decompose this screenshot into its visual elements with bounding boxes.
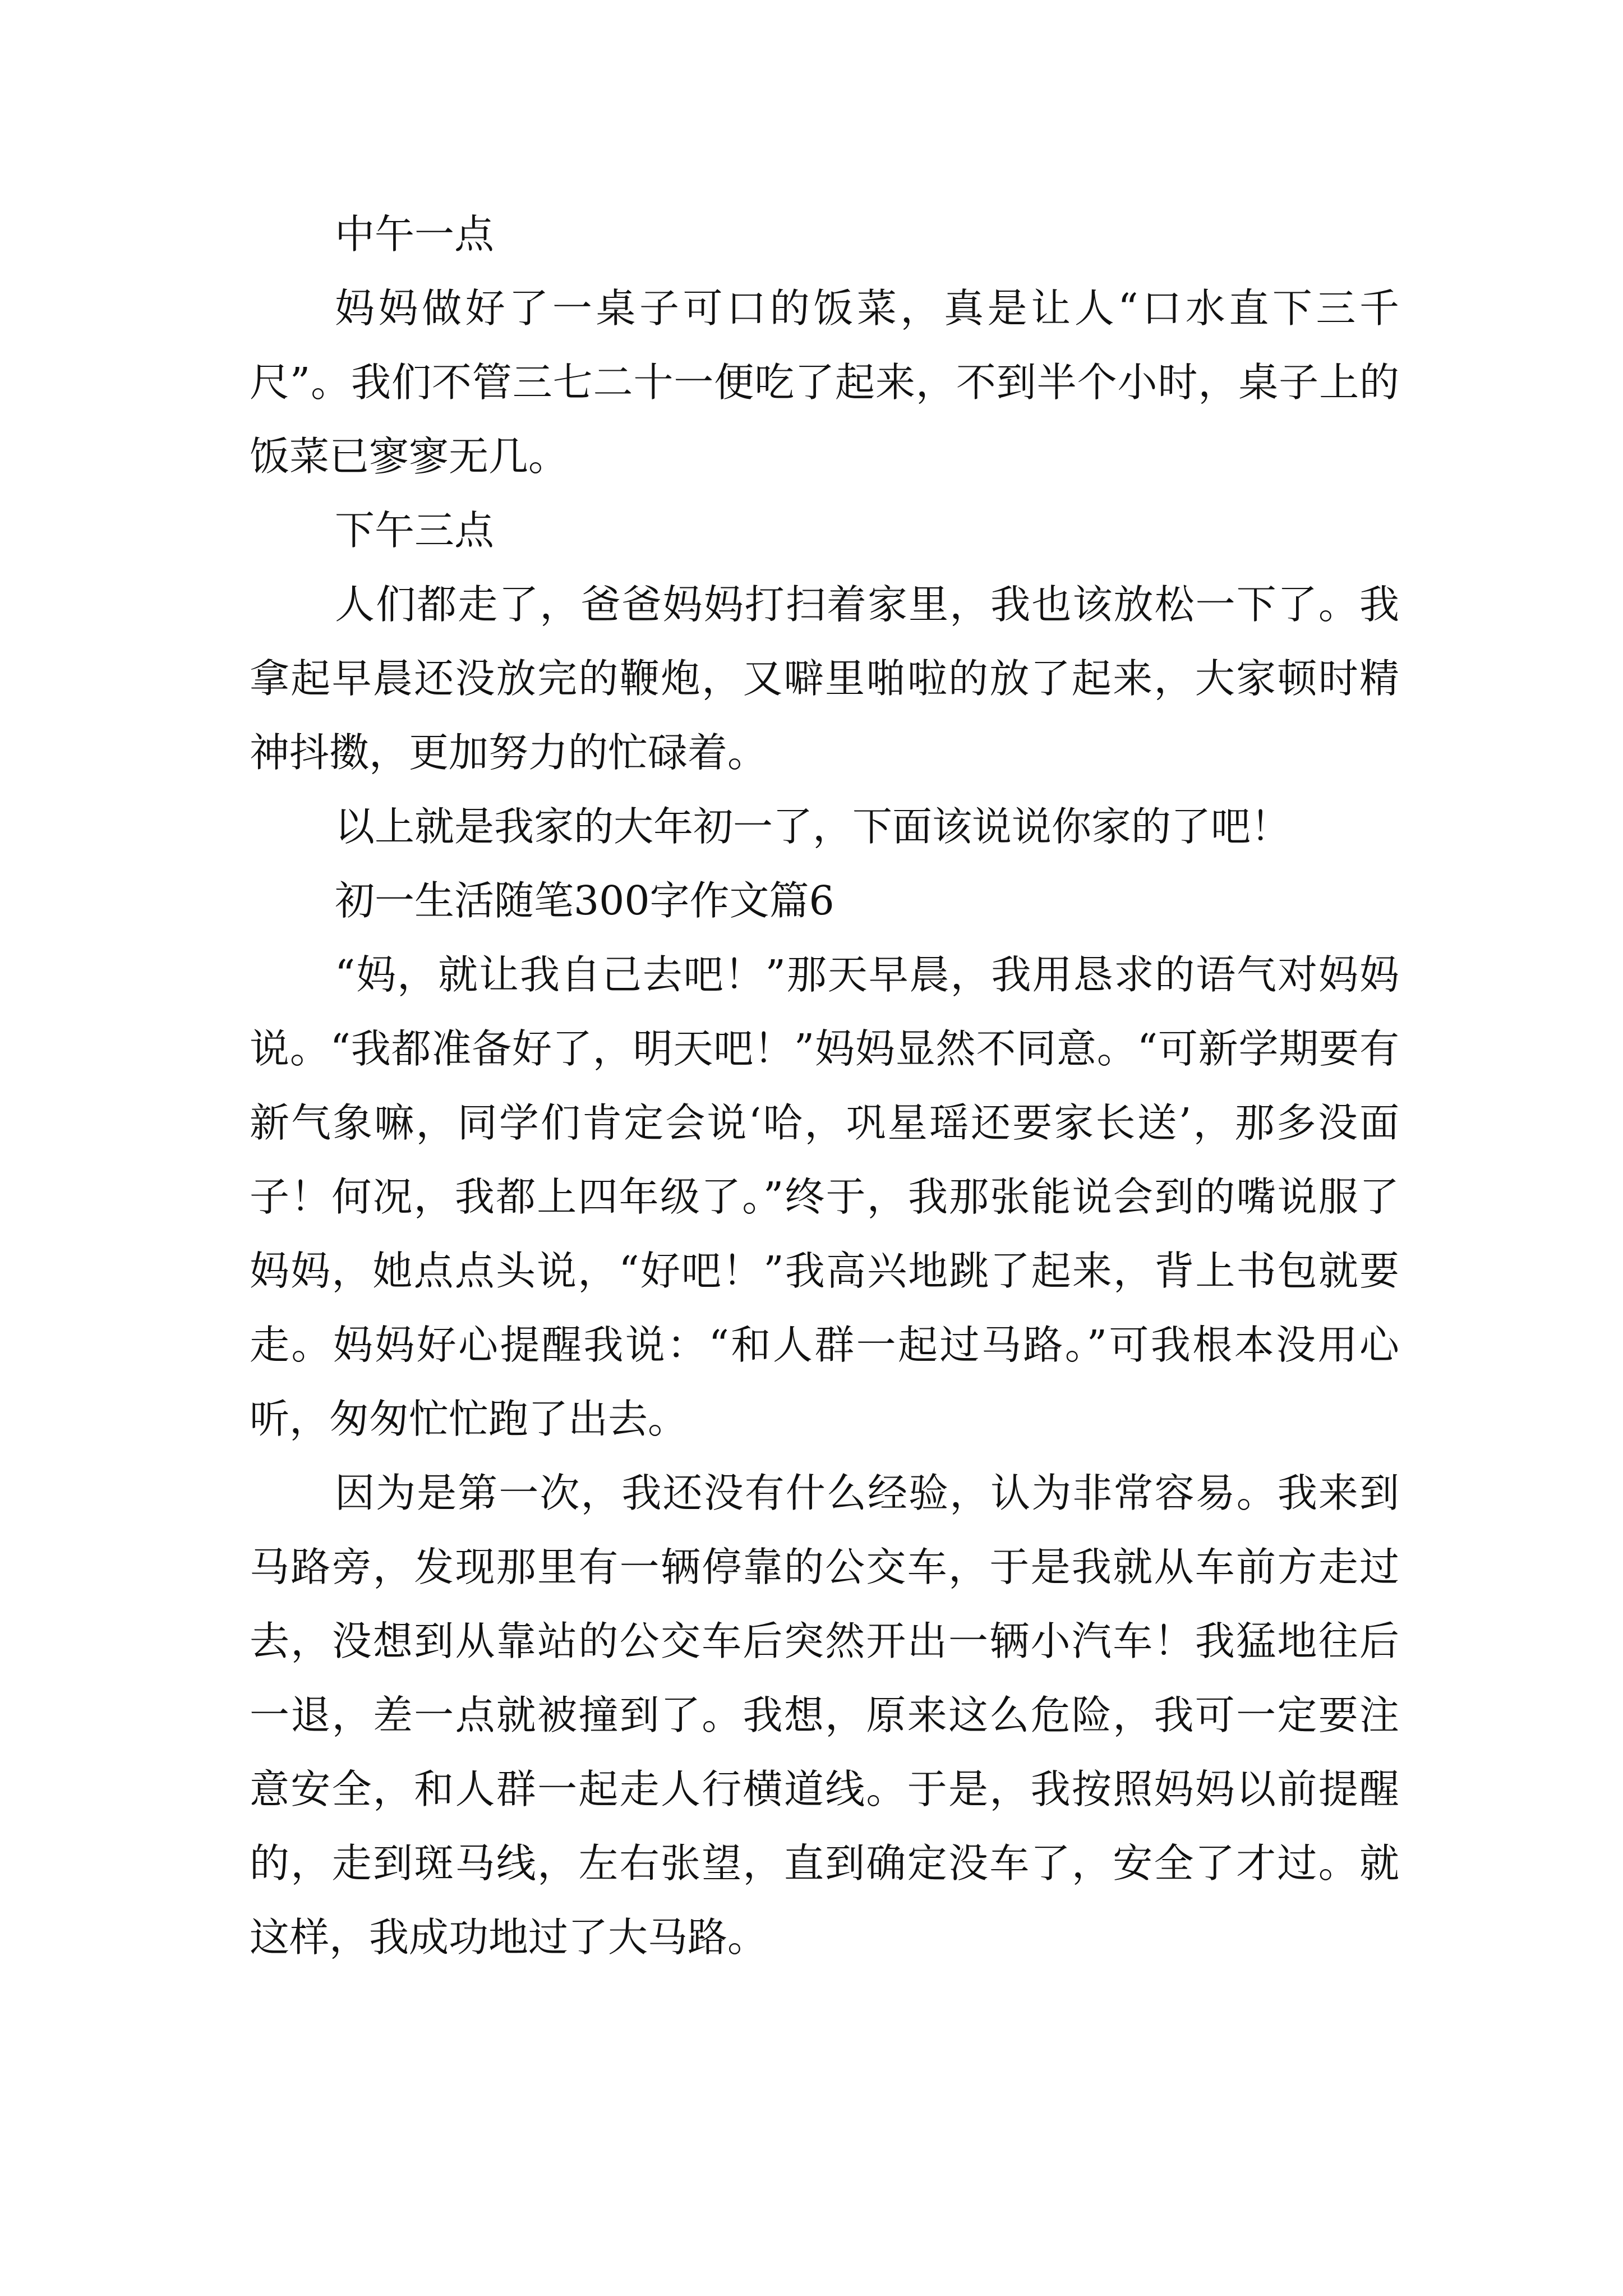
essay-title: 初一生活随笔300字作文篇6 [335,877,834,924]
document-body [250,197,1399,1975]
section-heading-noon: 中午一点 [335,211,495,257]
paragraph-closing: 以上就是我家的大年初一了，下面该说说你家的了吧！ [335,803,1291,850]
paragraph-lunch: 妈妈做好了一桌子可口的饭菜，真是让人“口水直下三千尺”。我们不管三七二十一便吃了起来，不到半个小时，桌子上的饭菜已寥寥无几。 [250,285,1399,480]
section-heading-afternoon: 下午三点 [335,507,495,554]
paragraph-dialogue: “妈，就让我自己去吧！”那天早晨，我用恳求的语气对妈妈说。“我都准备好了，明天吧！”妈妈显然不同意。“可新学期要有新气象嘛，同学们肯定会说‘哈，巩星瑶还要家长送’，那多没面子！何况，我都上四年级了。”终于，我那张能说会到的嘴说服了妈妈，她点点头说，“好吧！”我高兴地跳了起来，背上书包就要走。妈妈好心提醒我说：“和人群一起过马路。”可我根本没用心听，匆匆忙忙跑了出去。 [250,951,1399,1442]
paragraph-crossing-road: 因为是第一次，我还没有什么经验，认为非常容易。我来到马路旁，发现那里有一辆停靠的公交车，于是我就从车前方走过去，没想到从靠站的公交车后突然开出一辆小汽车！我猛地往后一退，差一点就被撞到了。我想，原来这么危险，我可一定要注意安全，和人群一起走人行横道线。于是，我按照妈妈以前提醒的，走到斑马线，左右张望，直到确定没车了，安全了才过。就这样，我成功地过了大马路。 [250,1470,1399,1961]
paragraph-firecrackers: 人们都走了，爸爸妈妈打扫着家里，我也该放松一下了。我拿起早晨还没放完的鞭炮，又噼里啪啦的放了起来，大家顿时精神抖擞，更加努力的忙碌着。 [250,581,1399,776]
